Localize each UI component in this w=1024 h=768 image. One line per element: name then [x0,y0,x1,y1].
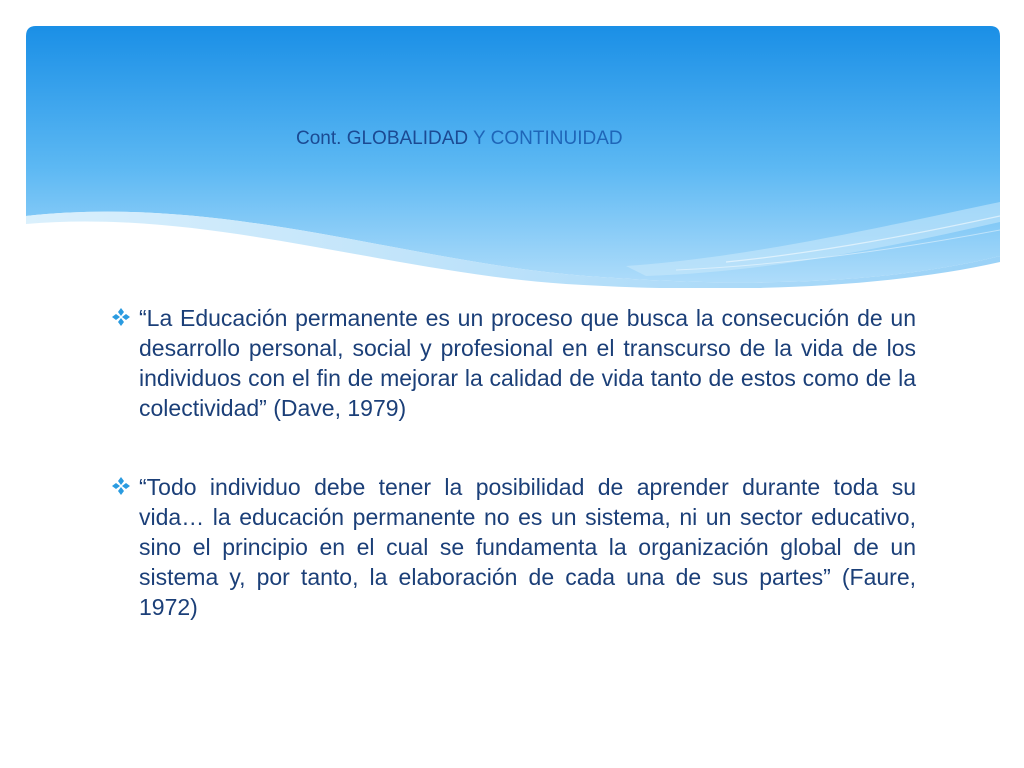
header-wave-band [26,26,1000,288]
bullet-text-1: “La Educación permanente es un proceso que busca la consecución de un desarrollo personal, social y profesional en el transcurso de la vida de los individuos con el fin de mejorar la calidad de vida tanto de estos como de la colectividad” (Dave, 1979) [139,305,916,421]
diamond-bullet-icon [110,475,132,497]
diamond-bullet-icon [110,306,132,328]
bullet-item-2 [110,472,916,622]
slide-title [296,125,623,153]
bullet-list [110,303,916,671]
bullet-text-2: “Todo individuo debe tener la posibilidad de aprender durante toda su vida… la educación permanente no es un sistema, ni un sector educativo, sino el principio en el cual se fundamenta la organización global de un sistema y, por tanto, la elaboración de cada una de sus partes” (Faure, 1972) [139,474,916,620]
bullet-item-1 [110,303,916,423]
header-wave-graphic [26,26,1000,288]
slide-title-part-1: Cont. GLOBALIDAD [296,128,469,149]
slide-title-part-2: Y CONTINUIDAD [468,128,623,149]
